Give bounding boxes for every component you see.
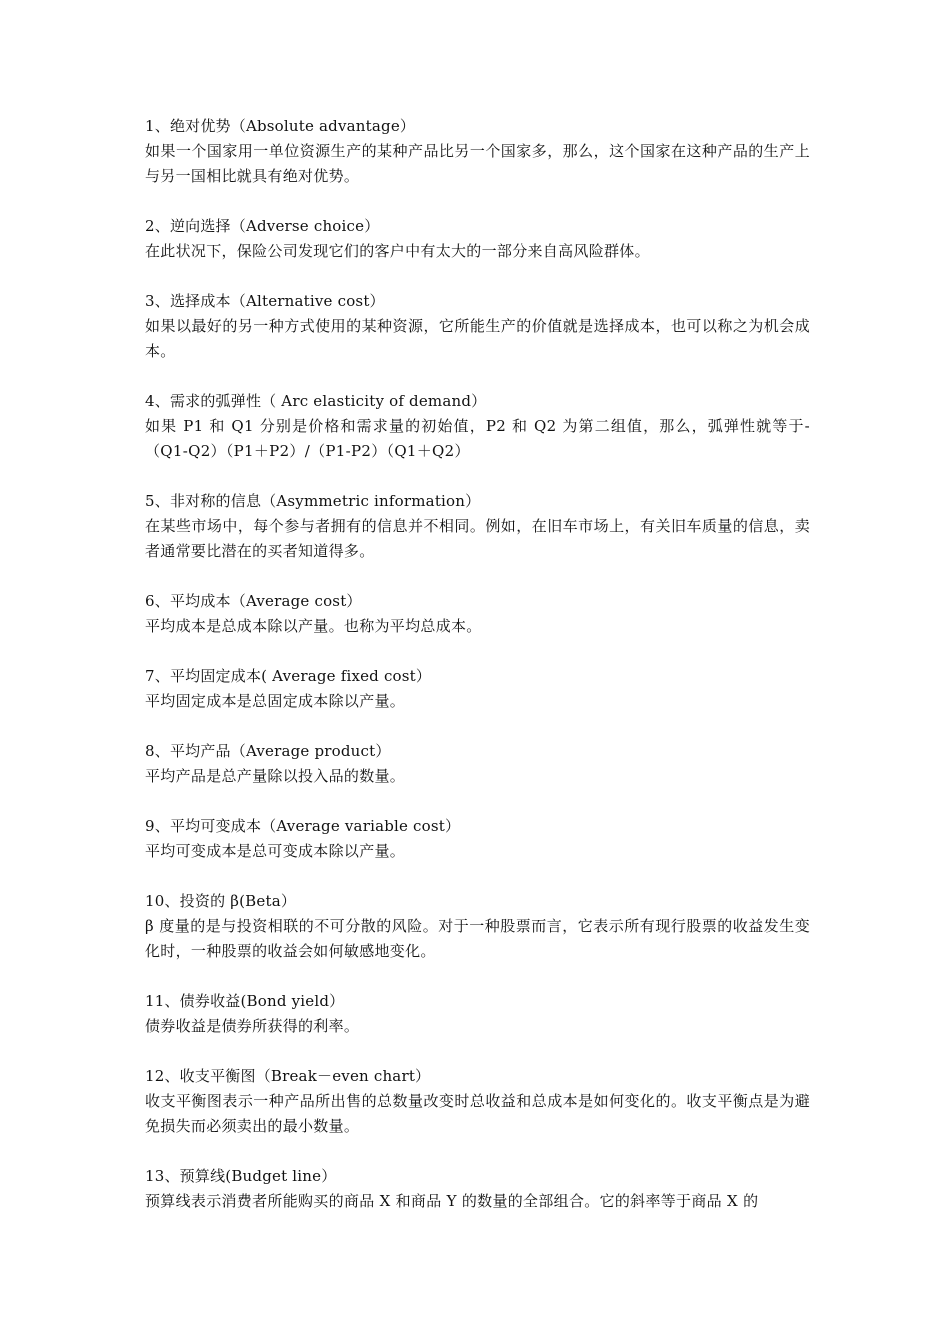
glossary-entry [145,389,810,464]
entry-title: 10、投资的 β(Beta） [145,892,297,910]
entry-definition: 平均可变成本是总可变成本除以产量。 [145,842,406,860]
entry-definition: 在此状况下，保险公司发现它们的客户中有太大的一部分来自高风险群体。 [145,242,650,260]
entry-definition: β 度量的是与投资相联的不可分散的风险。对于一种股票而言，它表示所有现行股票的收益发生变化时，一种股票的收益会如何敏感地变化。 [145,917,810,960]
entry-title: 2、逆向选择（Adverse choice） [145,217,380,235]
entry-definition: 预算线表示消费者所能购买的商品 X 和商品 Y 的数量的全部组合。它的斜率等于商品 X 的 [145,1192,759,1210]
entry-definition: 在某些市场中，每个参与者拥有的信息并不相同。例如，在旧车市场上，有关旧车质量的信息，卖者通常要比潜在的买者知道得多。 [145,517,810,560]
entry-title: 3、选择成本（Alternative cost） [145,292,385,310]
glossary-entry [145,1164,810,1214]
entry-title: 9、平均可变成本（Average variable cost） [145,817,461,835]
entry-definition: 平均产品是总产量除以投入品的数量。 [145,767,406,785]
entry-title: 13、预算线(Budget line） [145,1167,337,1185]
entry-title: 1、绝对优势（Absolute advantage） [145,117,416,135]
glossary-entry [145,489,810,564]
glossary-entry [145,739,810,789]
entry-definition: 债券收益是债券所获得的利率。 [145,1017,360,1035]
glossary-entry [145,289,810,364]
glossary-entry [145,589,810,639]
entry-definition: 平均固定成本是总固定成本除以产量。 [145,692,406,710]
glossary-entry [145,889,810,964]
entry-definition: 如果一个国家用一单位资源生产的某种产品比另一个国家多，那么，这个国家在这种产品的生产上与另一国相比就具有绝对优势。 [145,142,810,185]
entry-definition: 收支平衡图表示一种产品所出售的总数量改变时总收益和总成本是如何变化的。收支平衡点是为避免损失而必须卖出的最小数量。 [145,1092,810,1135]
entry-title: 11、债券收益(Bond yield） [145,992,345,1010]
glossary-entry [145,214,810,264]
glossary-content [145,114,810,1239]
entry-title: 7、平均固定成本( Average fixed cost） [145,667,432,685]
entry-title: 12、收支平衡图（Break－even chart） [145,1067,431,1085]
glossary-entry [145,1064,810,1139]
glossary-entry [145,814,810,864]
entry-title: 4、需求的弧弹性（ Arc elasticity of demand） [145,392,487,410]
glossary-entry [145,114,810,189]
entry-title: 8、平均产品（Average product） [145,742,391,760]
entry-definition: 平均成本是总成本除以产量。也称为平均总成本。 [145,617,482,635]
entry-title: 6、平均成本（Average cost） [145,592,362,610]
entry-title: 5、非对称的信息（Asymmetric information） [145,492,481,510]
glossary-entry [145,664,810,714]
glossary-entry [145,989,810,1039]
entry-definition: 如果 P1 和 Q1 分别是价格和需求量的初始值，P2 和 Q2 为第二组值，那么，弧弹性就等于-（Q1-Q2）（P1＋P2）/（P1-P2）（Q1＋Q2） [145,417,810,460]
entry-definition: 如果以最好的另一种方式使用的某种资源，它所能生产的价值就是选择成本，也可以称之为机会成本。 [145,317,810,360]
